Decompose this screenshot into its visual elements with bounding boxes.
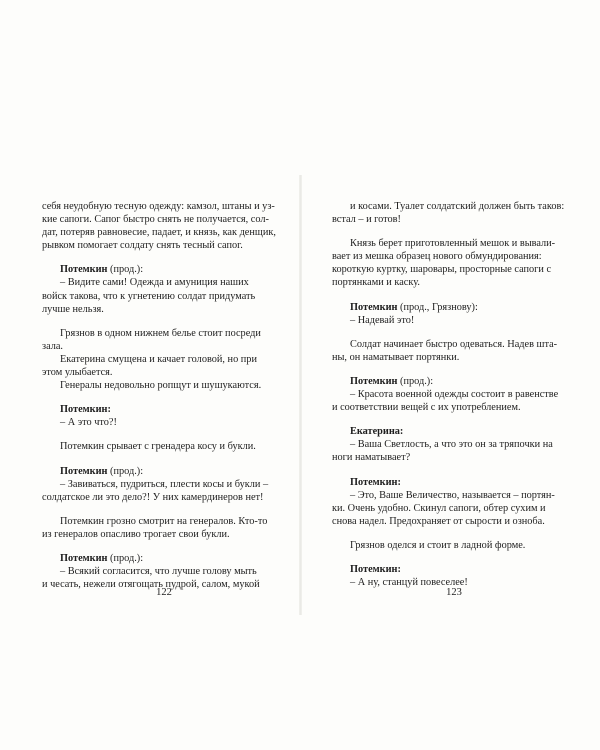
text-line: портянками и каску. [332,277,420,289]
text-line: ки. Очень удобно. Скинул сапоги, обтер сухим и [332,502,546,514]
speaker-name: Потемкин (прод.): [60,264,144,276]
stage-direction [42,440,278,453]
text-line: Солдат начинает быстро одеваться. Надев шта- [350,338,558,350]
speaker-name: Потемкин: [350,476,401,488]
stage-direction [332,237,568,289]
text-line: солдатское ли это дело?! У них камердинеров нет! [42,491,264,503]
stage-direction [332,539,568,552]
text-line: себя неудобную тесную одежду: камзол, штаны и уз- [42,201,275,212]
left-page [42,200,278,591]
speech [332,388,568,414]
text-line: Екатерина смущена и качает головой, но при [60,353,257,365]
page-number: 123 [446,587,462,598]
text-line: зала. [42,340,64,352]
text-line: Потемкин срывает с гренадера косу и букли. [60,441,256,453]
page-number: 122 [156,587,172,598]
text-line: – Видите сами! Одежда и амуниция наших [60,277,249,289]
speech [42,276,278,315]
stage-direction [332,338,568,364]
text-line: Грязнов оделся и стоит в ладной форме. [350,539,526,551]
text-line: Потемкин грозно смотрит на генералов. Кто-то [60,515,268,527]
speaker-name: Потемкин (прод.): [60,552,144,564]
speech [42,416,278,429]
text-line: – Всякий согласится, что лучше голову мыть [60,566,257,578]
book-gutter [299,175,302,615]
text-line: короткую куртку, шаровары, просторные сапоги с [332,264,552,276]
speaker-name: Потемкин (прод.): [60,465,144,477]
text-line: вает из мешка образец нового обмундирования: [332,251,542,263]
speech [332,314,568,327]
text-line: – Завиваться, пудриться, плести косы и букли – [60,478,269,490]
speaker-name: Потемкин: [350,563,401,575]
text-line: ноги наматывает? [332,452,411,464]
text-line: – Надевай это! [350,314,415,326]
paragraph [42,200,278,252]
stage-direction [42,515,278,541]
text-line: дат, потеряв равновесие, падает, и князь, как денщик, [42,227,276,239]
stage-direction [42,327,278,353]
text-line: войск такова, что к угнетению солдат придумать [42,290,256,302]
text-line: и соответствии вещей с их употреблением. [332,402,521,414]
text-line: этом улыбается. [42,367,113,379]
text-line: ны, он наматывает портянки. [332,351,460,363]
text-line: и косами. Туалет солдатский должен быть таков: [350,201,565,212]
stage-direction [42,353,278,379]
speaker-name: Екатерина: [350,426,404,438]
speech [42,478,278,504]
speaker-name: Потемкин: [60,404,111,416]
text-line: – А ну, станцуй повеселее! [350,577,468,589]
text-line: – Красота военной одежды состоит в равенстве [350,389,559,401]
text-line: лучше нельзя. [42,303,104,315]
speaker-name: Потемкин (прод.): [350,375,434,387]
text-line: и чесать, нежели отягощать пудрой, салом, мукой [42,579,260,591]
text-line: кие сапоги. Сапог быстро снять не получается, сол- [42,214,269,226]
text-line: рывком помогает солдату снять тесный сапог. [42,240,243,252]
text-line: – Это, Ваше Величество, называется – портян- [350,489,555,501]
text-line: снова надел. Предохраняет от сырости и озноба. [332,515,545,527]
text-line: Генералы недовольно ропщут и шушукаются. [60,380,262,392]
text-line: из генералов опасливо трогает свои букли. [42,528,230,540]
right-page [332,200,568,589]
speech [332,489,568,528]
speaker-name: Потемкин (прод., Грязнову): [350,301,478,313]
text-line: встал – и готов! [332,214,401,226]
speech [332,438,568,464]
text-line: Грязнов в одном нижнем белье стоит посреди [60,327,261,339]
paragraph [332,200,568,226]
stage-direction [42,379,278,392]
text-line: – Ваша Светлость, а что это он за тряпочки на [350,439,553,451]
text-line: Князь берет приготовленный мешок и вывали- [350,238,556,250]
text-line: – А это что?! [60,417,117,429]
